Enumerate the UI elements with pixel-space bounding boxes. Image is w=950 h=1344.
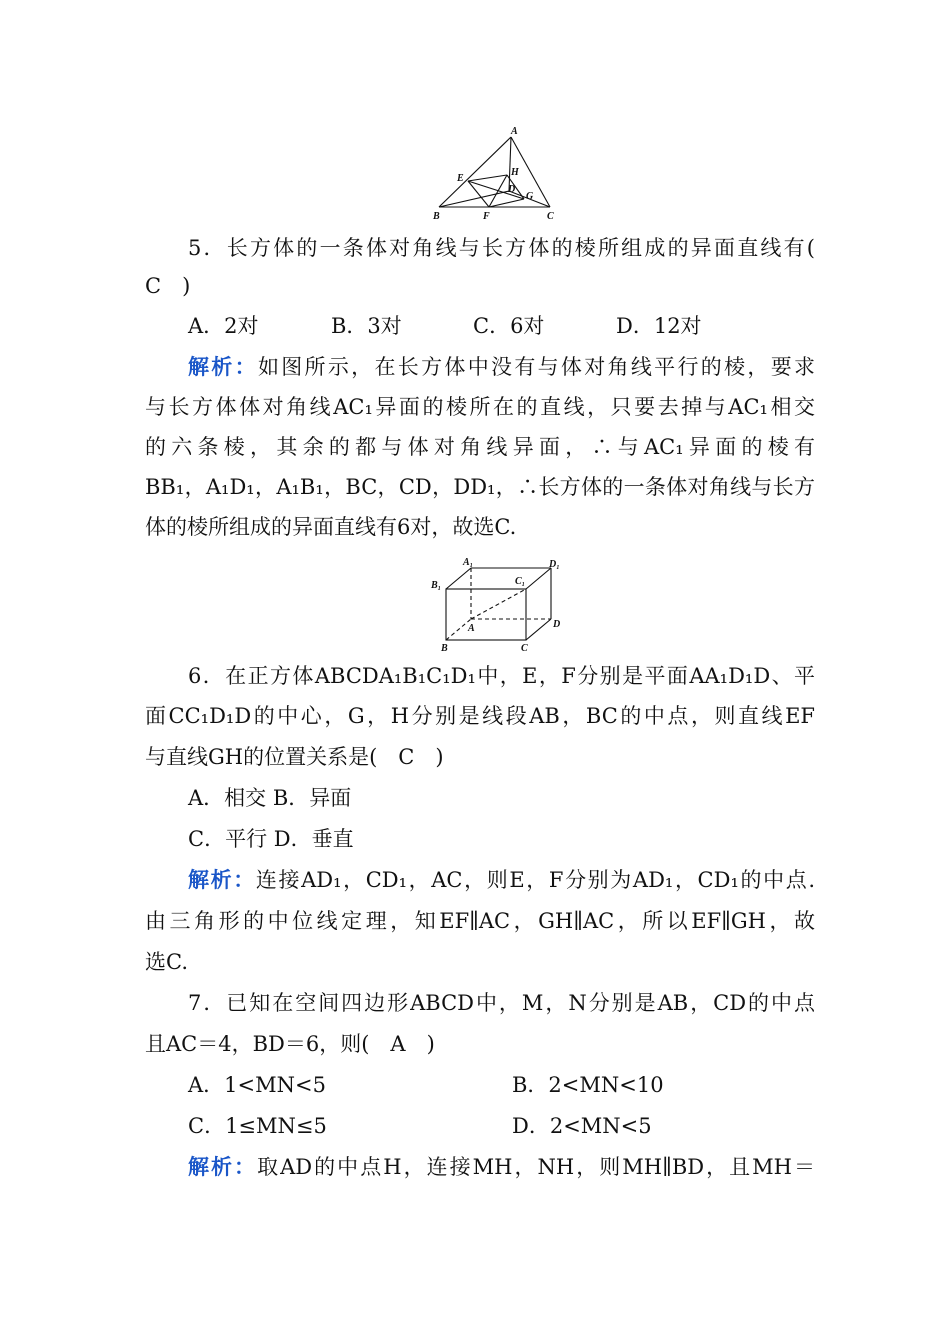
q5-option-a: A．2对: [188, 314, 259, 338]
fig2-label-c1: C₁: [515, 576, 526, 587]
q7-solution-text-1: 取AD的中点H，连接MH，NH，则MH∥BD，且MH＝: [257, 1155, 816, 1179]
fig1-label-d: D: [508, 184, 516, 195]
fig2-label-d: D: [553, 619, 561, 630]
figure-1-svg: [425, 125, 565, 225]
fig1-label-f: F: [483, 211, 490, 222]
q7-stem-line-1: 7．已知在空间四边形ABCD中，M，N分别是AB，CD的中点: [188, 991, 815, 1015]
q5-option-b: B．3对: [331, 314, 402, 338]
fig1-label-b: B: [433, 211, 440, 222]
fig1-label-a: A: [511, 126, 518, 137]
q6-stem-line-3: 与直线GH的位置关系是( C ): [145, 745, 444, 769]
q6-solution-text-1: 连接AD₁，CD₁，AC，则E，F分别为AD₁，CD₁的中点.: [255, 868, 816, 892]
q6-solution-line-3: 选C.: [145, 950, 188, 974]
fig1-label-c: C: [547, 211, 554, 222]
q5-option-c: C．6对: [473, 314, 545, 338]
fig1-label-e: E: [457, 173, 464, 184]
q7-option-c: C．1≤MN≤5: [188, 1114, 327, 1138]
q7-option-b: B．2<MN<10: [512, 1073, 664, 1097]
fig2-label-a1: A₁: [463, 557, 474, 568]
figure-2-svg: [425, 555, 570, 655]
q5-solution-text-1: 如图所示，在长方体中没有与体对角线平行的棱，要求: [257, 355, 816, 379]
fig2-label-d1: D₁: [549, 559, 560, 570]
fig1-label-h: H: [511, 167, 519, 178]
q5-option-d: D．12对: [616, 314, 702, 338]
q6-stem-line-2: 面CC₁D₁D的中心，G，H分别是线段AB，BC的中点，则直线EF: [145, 704, 815, 728]
figure-spatial-quadrilateral: [425, 125, 565, 225]
q5-solution-label: 解析：: [188, 354, 258, 379]
q7-stem-line-2: 且AC＝4，BD＝6，则( A ): [145, 1032, 435, 1056]
q6-stem-line-1: 6．在正方体ABCDA₁B₁C₁D₁中，E，F分别是平面AA₁D₁D、平: [188, 664, 815, 688]
q7-option-a: A．1<MN<5: [188, 1073, 326, 1097]
q7-solution-label: 解析：: [188, 1154, 258, 1179]
q5-solution-line-2: 与长方体体对角线AC₁异面的棱所在的直线，只要去掉与AC₁相交: [145, 395, 815, 419]
q6-solution-line-1: [188, 865, 815, 895]
fig2-label-a: A: [468, 623, 475, 634]
q5-stem-line-1: 5．长方体的一条体对角线与长方体的棱所组成的异面直线有(: [188, 236, 815, 260]
q5-solution-line-4: BB₁，A₁D₁，A₁B₁，BC，CD，DD₁，∴长方体的一条体对角线与长方: [145, 475, 815, 499]
q5-solution-line-1: [188, 352, 815, 382]
q6-options-row-1: A．相交 B．异面: [188, 786, 352, 810]
fig2-label-b: B: [441, 643, 448, 654]
q6-solution-label: 解析：: [188, 867, 256, 892]
q6-solution-line-2: 由三角形的中位线定理，知EF∥AC，GH∥AC，所以EF∥GH，故: [145, 909, 815, 933]
fig1-label-g: G: [526, 191, 534, 202]
fig2-label-c: C: [521, 643, 528, 654]
q5-solution-line-5: 体的棱所组成的异面直线有6对，故选C.: [145, 515, 517, 539]
q7-solution-line-1: [188, 1152, 815, 1182]
fig2-label-b1: B₁: [431, 580, 442, 591]
q7-option-d: D．2<MN<5: [512, 1114, 652, 1138]
q5-stem-line-2: C ): [145, 274, 191, 298]
figure-cuboid: [425, 555, 570, 655]
q5-solution-line-3: 的六条棱，其余的都与体对角线异面，∴与AC₁异面的棱有: [145, 435, 815, 459]
q6-options-row-2: C．平行 D．垂直: [188, 827, 354, 851]
